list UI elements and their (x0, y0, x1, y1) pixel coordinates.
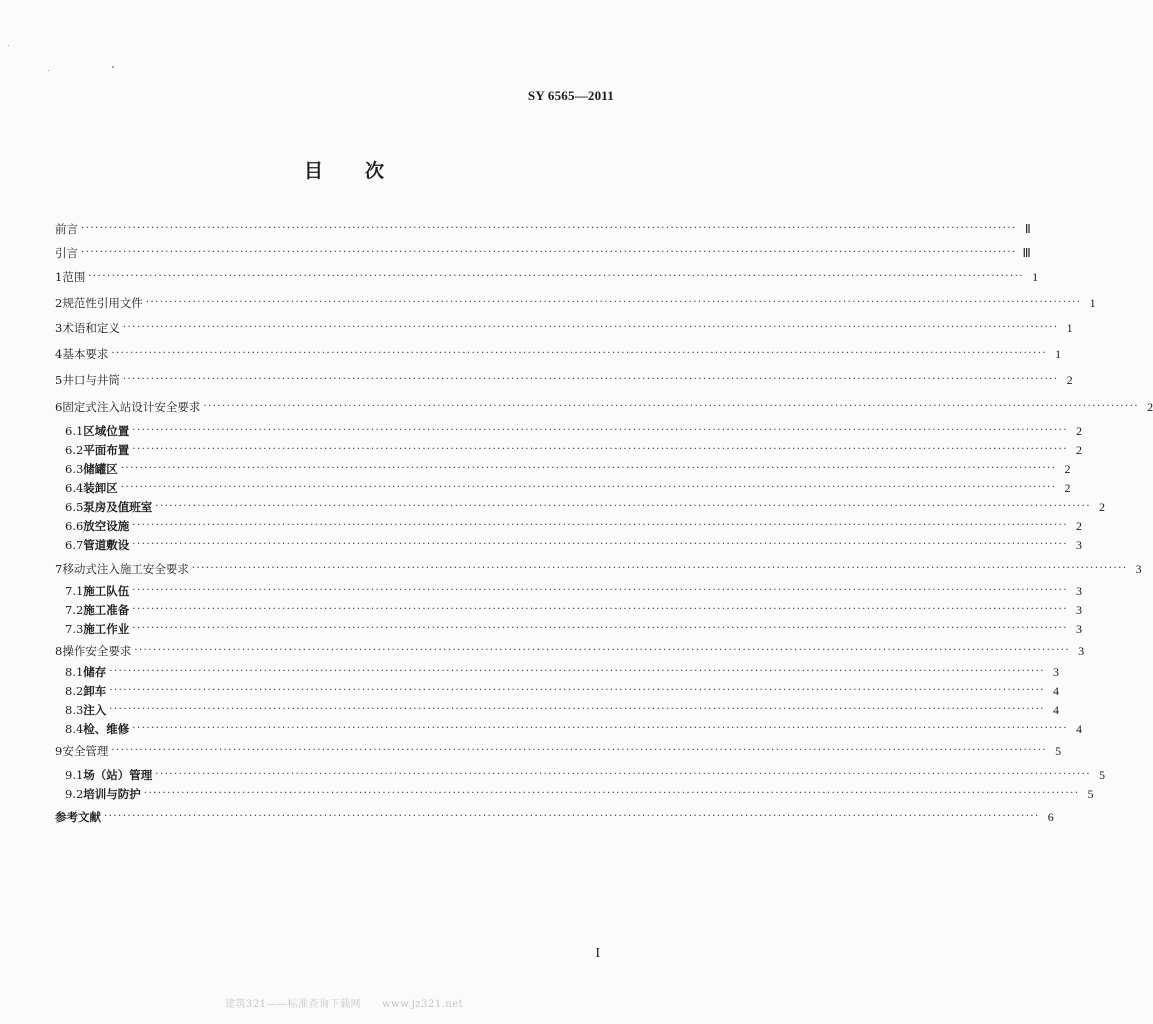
toc-entry (65, 663, 1060, 679)
toc-entry (55, 642, 1085, 658)
toc-entry (65, 701, 1060, 717)
toc-entry-number: 6 (55, 400, 63, 414)
toc-leader-dots: ········································································································································································································ (122, 374, 1059, 385)
toc-entry (65, 479, 1071, 495)
toc-entry-number: 9.1 (65, 768, 84, 782)
toc-entry-label: 固定式注入站设计安全要求 (62, 400, 201, 414)
toc-entry-number: 6.1 (65, 424, 84, 438)
toc-leader-dots: ········································································································································································································ (109, 704, 1046, 715)
toc-leader-dots: ········································································································································································································ (132, 604, 1069, 615)
toc-entry-page: 3 (1076, 603, 1083, 617)
toc-entry (65, 720, 1083, 736)
toc-title: 目次 (303, 160, 426, 182)
toc-entry-label: 平面布置 (83, 443, 130, 457)
toc-entry-number: 8 (55, 644, 63, 658)
toc-entry (65, 582, 1083, 598)
toc-entry (65, 536, 1083, 552)
toc-entry (55, 345, 1062, 361)
toc-entry-number: 1 (55, 270, 63, 284)
toc-entry-number: 6.6 (65, 519, 84, 533)
standard-code: SY 6565—2011 (527, 88, 614, 103)
toc-leader-dots: ········································································································································································································ (155, 501, 1092, 512)
toc-entry-number: 7.2 (65, 603, 84, 617)
toc-entry-number: 3 (55, 321, 63, 335)
toc-entry-label: 前言 (55, 222, 78, 236)
toc-leader-dots: ········································································································································································································ (120, 463, 1057, 474)
toc-entry-label: 泵房及值班室 (83, 500, 153, 514)
toc-leader-dots: ········································································································································································································ (155, 769, 1092, 780)
toc-leader-dots: ········································································································································································································ (191, 563, 1128, 574)
scan-speck (8, 45, 9, 46)
toc-leader-dots: ········································································································································································································ (203, 401, 1140, 412)
toc-entry (55, 742, 1062, 758)
toc-entry-page: 2 (1076, 443, 1083, 457)
toc-entry (65, 498, 1106, 514)
toc-leader-dots: ········································································································································································································ (132, 623, 1069, 634)
toc-leader-dots: ········································································································································································································ (132, 444, 1069, 455)
toc-entry-page: 3 (1135, 562, 1142, 576)
toc-entry (65, 441, 1083, 457)
toc-entry (55, 398, 1153, 414)
toc-entry-page: 4 (1053, 684, 1060, 698)
toc-entry (55, 244, 1031, 260)
toc-entry-page: 3 (1076, 538, 1083, 552)
toc-entry-number: 9.2 (65, 787, 84, 801)
toc-entry-page: 3 (1076, 584, 1083, 598)
toc-leader-dots: ········································································································································································································ (132, 539, 1069, 550)
toc-entry-label: 管道敷设 (83, 538, 130, 552)
toc-entry-page: 1 (1089, 296, 1096, 310)
toc-entry (55, 560, 1142, 576)
watermark: 建筑321——标准查询下载网 www.jz321.net (224, 999, 464, 1010)
toc-entry-page: 1 (1066, 321, 1073, 335)
toc-entry-number: 7.1 (65, 584, 84, 598)
toc-entry-number: 8.1 (65, 665, 84, 679)
toc-entry (65, 620, 1083, 636)
toc-entry (55, 808, 1054, 824)
toc-entry-page: 2 (1147, 400, 1153, 414)
toc-entry-page: 3 (1078, 644, 1085, 658)
scan-speck (48, 70, 49, 71)
toc-entry-label: 检、维修 (83, 722, 130, 736)
toc-entry-page: Ⅲ (1022, 246, 1031, 260)
toc-entry-number: 7 (55, 562, 63, 576)
toc-entry-number: 8.3 (65, 703, 84, 717)
toc-entry-page: 2 (1099, 500, 1106, 514)
toc-entry-label: 操作安全要求 (62, 644, 132, 658)
toc-entry (65, 517, 1083, 533)
toc-entry-number: 2 (55, 296, 63, 310)
toc-entry-page: 2 (1064, 462, 1071, 476)
toc-entry-label: 术语和定义 (62, 321, 120, 335)
toc-entry-page: 2 (1076, 519, 1083, 533)
toc-entry-number: 8.4 (65, 722, 84, 736)
toc-entry-number: 6.7 (65, 538, 84, 552)
toc-entry-page: 5 (1099, 768, 1106, 782)
toc-entry-page: 3 (1053, 665, 1060, 679)
toc-entry-label: 装卸区 (83, 481, 118, 495)
toc-leader-dots: ········································································································································································································ (143, 788, 1080, 799)
toc-entry-number: 8.2 (65, 684, 84, 698)
toc-entry-number: 5 (55, 373, 63, 387)
toc-leader-dots: ········································································································································································································ (111, 348, 1048, 359)
toc-entry-label: 施工准备 (83, 603, 130, 617)
toc-entry-label: 参考文献 (55, 810, 101, 824)
toc-leader-dots: ········································································································································································································ (132, 585, 1069, 596)
toc-entry-label: 范围 (62, 270, 86, 284)
toc-leader-dots: ········································································································································································································ (81, 223, 1017, 234)
toc-entry-label: 安全管理 (62, 744, 109, 758)
toc-entry-label: 注入 (83, 703, 107, 717)
toc-entry (65, 766, 1106, 782)
toc-entry-number: 6.5 (65, 500, 84, 514)
toc-leader-dots: ········································································································································································································ (132, 723, 1069, 734)
toc-entry-page: 5 (1055, 744, 1062, 758)
toc-entry-page: 1 (1055, 347, 1062, 361)
toc-leader-dots: ········································································································································································································ (122, 322, 1059, 333)
toc-leader-dots: ········································································································································································································ (88, 271, 1025, 282)
toc-entry-page: 2 (1064, 481, 1071, 495)
toc-entry-number: 9 (55, 744, 63, 758)
toc-entry-label: 施工作业 (83, 622, 130, 636)
toc-entry (55, 268, 1039, 284)
toc-entry-page: 2 (1066, 373, 1073, 387)
toc-leader-dots: ········································································································································································································ (145, 297, 1082, 308)
toc-entry (65, 682, 1060, 698)
toc-entry (65, 460, 1071, 476)
toc-entry (55, 220, 1031, 236)
toc-entry (55, 319, 1073, 335)
toc-leader-dots: ········································································································································································································ (109, 666, 1046, 677)
toc-leader-dots: ········································································································································································································ (132, 425, 1069, 436)
page-number: I (595, 946, 600, 961)
toc-entry-page: 4 (1053, 703, 1060, 717)
toc-entry-page: 3 (1076, 622, 1083, 636)
toc-entry (65, 601, 1083, 617)
toc-leader-dots: ········································································································································································································ (104, 811, 1040, 822)
toc-entry-page: 6 (1047, 810, 1054, 824)
toc-leader-dots: ········································································································································································································ (81, 247, 1017, 258)
toc-entry-label: 井口与井筒 (62, 373, 120, 387)
toc-leader-dots: ········································································································································································································ (120, 482, 1057, 493)
toc-entry-page: 5 (1087, 787, 1094, 801)
toc-entry (55, 294, 1096, 310)
toc-leader-dots: ········································································································································································································ (134, 645, 1071, 656)
toc-entry-number: 7.3 (65, 622, 84, 636)
toc-entry (65, 422, 1083, 438)
toc-entry-label: 规范性引用文件 (62, 296, 143, 310)
toc-entry-label: 卸车 (83, 684, 107, 698)
toc-entry (55, 371, 1073, 387)
toc-entry-page: 4 (1076, 722, 1083, 736)
toc-entry-label: 储存 (83, 665, 107, 679)
toc-entry (65, 785, 1094, 801)
toc-entry-label: 培训与防护 (83, 787, 141, 801)
toc-leader-dots: ········································································································································································································ (132, 520, 1069, 531)
toc-entry-label: 场（站）管理 (83, 768, 153, 782)
toc-entry-label: 引言 (55, 246, 78, 260)
toc-entry-label: 移动式注入施工安全要求 (62, 562, 189, 576)
toc-leader-dots: ········································································································································································································ (111, 745, 1048, 756)
toc-entry-number: 6.3 (65, 462, 84, 476)
toc-entry-number: 6.4 (65, 481, 84, 495)
toc-leader-dots: ········································································································································································································ (109, 685, 1046, 696)
scan-speck (112, 66, 114, 68)
toc-entry-label: 基本要求 (62, 347, 109, 361)
toc-entry-number: 4 (55, 347, 63, 361)
toc-entry-page: Ⅱ (1024, 222, 1031, 236)
toc-entry-number: 6.2 (65, 443, 84, 457)
toc-entry-label: 放空设施 (83, 519, 130, 533)
toc-entry-label: 区域位置 (83, 424, 130, 438)
toc-entry-label: 施工队伍 (83, 584, 130, 598)
toc-entry-page: 1 (1032, 270, 1039, 284)
toc-entry-page: 2 (1076, 424, 1083, 438)
toc-entry-label: 储罐区 (83, 462, 118, 476)
